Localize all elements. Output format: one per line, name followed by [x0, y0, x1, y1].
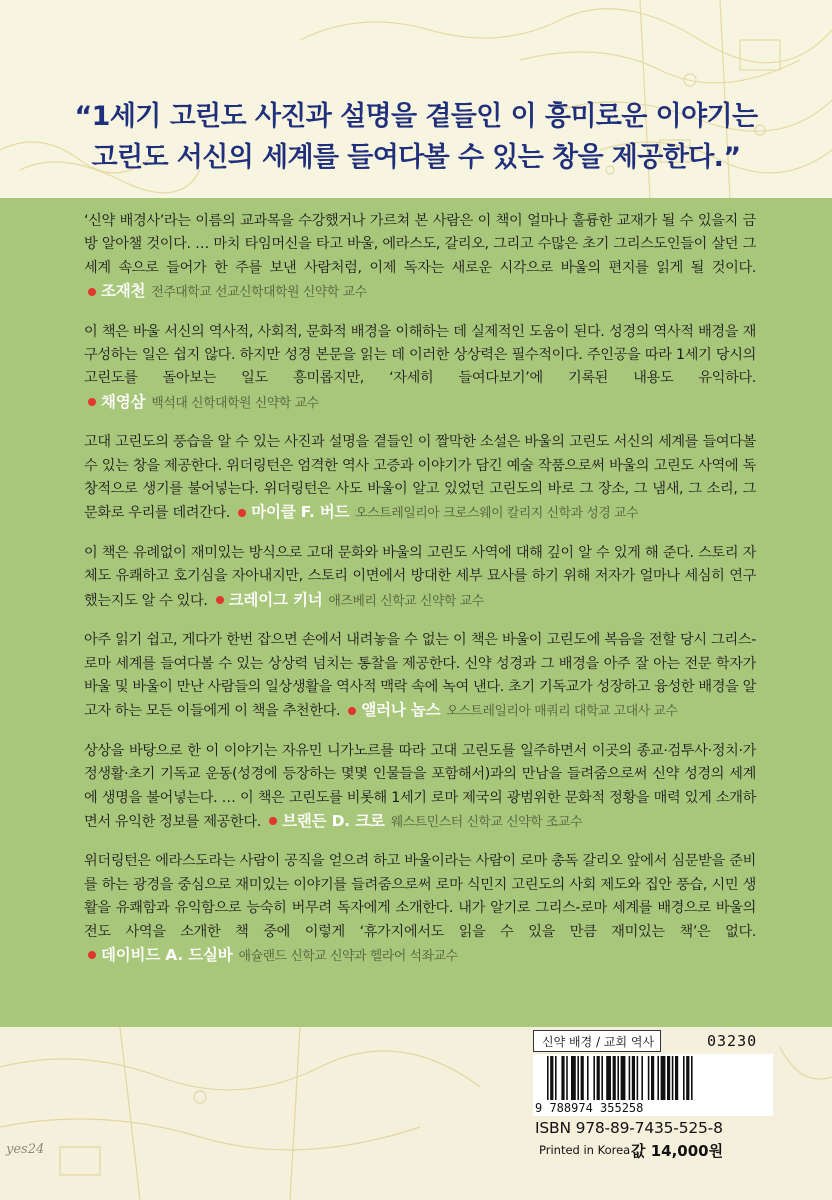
endorsements-section	[84, 210, 756, 984]
watermark-signature: yes24	[6, 1142, 45, 1157]
barcode-bar	[617, 1056, 619, 1100]
endorsement	[84, 740, 756, 835]
category-label: 신약 배경 / 교회 역사	[533, 1030, 661, 1052]
endorsement	[84, 629, 756, 724]
barcode-bar	[597, 1056, 600, 1100]
bullet-icon	[88, 288, 96, 296]
bullet-icon	[269, 817, 277, 825]
barcode-bar	[691, 1056, 693, 1100]
endorser-affiliation: 애슐랜드 신학교 신약과 헬라어 석좌교수	[238, 948, 458, 964]
endorsement-attribution	[265, 811, 583, 830]
endorsement	[84, 321, 756, 416]
quote-line-2: 고린도 서신의 세계를 들여다볼 수 있는 창을 제공한다.”	[91, 142, 741, 173]
endorsement	[84, 850, 756, 968]
barcode-bar	[661, 1056, 666, 1100]
endorsement-attribution	[212, 590, 484, 609]
endorser-name: 채영삼	[101, 392, 146, 411]
endorser-name: 마이클 F. 버드	[251, 503, 350, 522]
endorsement-text: 이 책은 유례없이 재미있는 방식으로 고대 문화와 바울의 고린도 사역에 대해 깊이 알 수 있게 해 준다. 스토리 자체도 유쾌하고 호기심을 자아내지만, 스토리 이면에서 방대한 세부 묘사를 하기 위해 저자가 얼마나 세심히 연구했는지도 알 수 있다.	[84, 544, 756, 609]
bullet-icon	[88, 951, 96, 959]
barcode-bar	[675, 1056, 678, 1100]
barcode-bar	[613, 1056, 616, 1100]
endorser-affiliation: 전주대학교 선교신학대학원 신약학 교수	[151, 285, 367, 301]
endorser-affiliation: 오스트레일리아 크로스웨이 칼리지 신학과 성경 교수	[355, 506, 639, 522]
barcode-number: 9 788974 355258	[535, 1101, 644, 1115]
barcode-bar	[566, 1056, 568, 1100]
barcode-bar	[667, 1056, 670, 1100]
endorsement-attribution	[84, 392, 319, 411]
barcode-bar	[637, 1056, 639, 1100]
barcode-bar	[686, 1056, 689, 1100]
endorser-affiliation: 애즈베리 신학교 신약학 교수	[328, 593, 484, 609]
endorsement	[84, 210, 756, 305]
barcode-bar	[547, 1056, 549, 1100]
endorsement-attribution	[84, 284, 367, 300]
endorsement-text: 상상을 바탕으로 한 이 이야기는 자유민 니가노르를 따라 고대 고린도를 일주하면서 이곳의 종교·검투사·정치·가정생활·초기 기독교 운동(성경에 등장하는 몇몇 인물들을 포함해서)과의 만남을 들려줌으로써 신약 성경의 세계에 생명을 불어넣는다. … 이 책은 고린도를 비롯해 1세기 로마 제국의 광범위한 문화적 정황을 매력 있게 소개하면서 유익한 정보를 제공한다.	[84, 742, 756, 830]
barcode-bar	[683, 1056, 685, 1100]
barcode-bar	[651, 1056, 654, 1100]
endorsement-text: 고대 고린도의 풍습을 알 수 있는 사진과 설명을 곁들인 이 짤막한 소설은 바울의 고린도 서신의 세계를 들여다볼 수 있는 창을 제공한다. 위더링턴은 엄격한 역사 고증과 이야기가 담긴 예술 작품으로써 바울의 고린도 사역에 독창적으로 생기를 불어넣는다. 위더링턴은 사도 바울이 알고 있었던 고린도의 바로 그 장소, 그 냄새, 그 소리, 그 문화로 우리를 데려간다.	[84, 434, 756, 522]
barcode-bar	[632, 1056, 635, 1100]
printed-in-label: Printed in Korea	[539, 1143, 631, 1157]
barcode-bar	[593, 1056, 595, 1100]
barcode-bar	[550, 1056, 553, 1100]
headline-quote	[40, 96, 792, 178]
barcode-bar	[577, 1056, 579, 1100]
barcode-bar	[571, 1056, 576, 1100]
isbn-barcode-block	[533, 1030, 773, 1160]
barcode-image	[533, 1054, 773, 1116]
barcode-bar	[581, 1056, 584, 1100]
endorsement	[84, 542, 756, 613]
barcode-bar	[587, 1056, 589, 1100]
addon-code: 03230	[707, 1032, 758, 1050]
endorsement	[84, 431, 756, 526]
barcode-bar	[641, 1056, 643, 1100]
price-label: 값 14,000원	[631, 1142, 724, 1160]
endorsement-attribution	[84, 945, 458, 964]
endorsement-attribution	[234, 505, 638, 521]
barcode-bar	[606, 1056, 611, 1100]
barcode-bar	[657, 1056, 659, 1100]
bullet-icon	[216, 596, 224, 604]
top-quote-band	[0, 0, 832, 198]
quote-line-1: “1세기 고린도 사진과 설명을 곁들인 이 흥미로운 이야기는	[74, 101, 758, 132]
endorsement-text: 아주 읽기 쉽고, 게다가 한번 잡으면 손에서 내려놓을 수 없는 이 책은 바울이 고린도에 복음을 전할 당시 그리스-로마 세계를 들여다볼 수 있는 상상력 넘치는 통찰을 제공한다. 신약 성경과 그 배경을 아주 잘 아는 전문 학자가 바울 및 바울이 만난 사람들의 일상생활을 역사적 맥락 속에 녹여 낸다. 초기 기독교가 성장하고 융성한 배경을 알고자 하는 모든 이들에게 이 책을 추천한다.	[84, 632, 756, 720]
barcode-bar	[648, 1056, 650, 1100]
isbn-number: ISBN 978-89-7435-525-8	[535, 1119, 723, 1137]
barcode-bar	[672, 1056, 674, 1100]
bullet-icon	[238, 509, 246, 517]
endorsement-text: 위더링턴은 에라스도라는 사람이 공직을 얻으려 하고 바울이라는 사람이 로마 총독 갈리오 앞에서 심문받을 준비를 하는 광경을 중심으로 재미있는 이야기를 들려줌으로써 로마 식민지 고린도의 사회 제도와 집안 풍습, 시민 생활을 유쾌함과 유익함으로 능숙히 버무려 독자에게 소개한다. 내가 알기로 그리스-로마 세계를 배경으로 바울의 전도 사역을 소개한 책 중에 이렇게 ‘휴가지에서도 읽을 수 있을 만큼 재미있는 책’은 없다.	[84, 853, 756, 940]
endorser-affiliation: 웨스트민스터 신학교 신약학 조교수	[390, 814, 583, 830]
endorsement-text: 이 책은 바울 서신의 역사적, 사회적, 문화적 배경을 이해하는 데 실제적인 도움이 된다. 성경의 역사적 배경을 재구성하는 일은 쉽지 않다. 하지만 성경 본문을 읽는 데 이러한 상상력은 필수적이다. 주인공을 따라 1세기 당시의 고린도를 돌아보는 일도 흥미롭지만, ‘자세히 들여다보기’에 기록된 내용도 유익하다.	[84, 323, 756, 387]
endorsement-attribution	[344, 703, 677, 719]
barcode-bar	[561, 1056, 564, 1100]
endorsement-text: ‘신약 배경사’라는 이름의 교과목을 수강했거나 가르쳐 본 사람은 이 책이 얼마나 훌륭한 교재가 될 수 있을지 금방 알아챌 것이다. … 마치 타임머신을 타고 바울, 에라스도, 갈리오, 그리고 수많은 초기 그리스도인들이 살던 그 세계 속으로 들어가 한 주를 보낸 사람처럼, 이제 독자는 새로운 시각으로 바울의 편지를 읽게 될 것이다.	[84, 213, 756, 276]
endorser-affiliation: 오스트레일리아 매쿼리 대학교 고대사 교수	[446, 704, 678, 720]
endorser-name: 조재천	[101, 282, 146, 301]
endorser-name: 데이비드 A. 드실바	[101, 945, 233, 964]
bullet-icon	[348, 707, 356, 715]
barcode-bar	[629, 1056, 631, 1100]
barcode-bar	[555, 1056, 557, 1100]
endorser-affiliation: 백석대 신학대학원 신약학 교수	[151, 395, 319, 411]
endorser-name: 브랜든 D. 크로	[282, 811, 385, 830]
endorser-name: 앨러나 놉스	[361, 701, 441, 720]
barcode-bar	[601, 1056, 603, 1100]
bullet-icon	[88, 398, 96, 406]
barcode-bar	[621, 1056, 626, 1100]
endorser-name: 크레이그 키너	[228, 590, 323, 609]
